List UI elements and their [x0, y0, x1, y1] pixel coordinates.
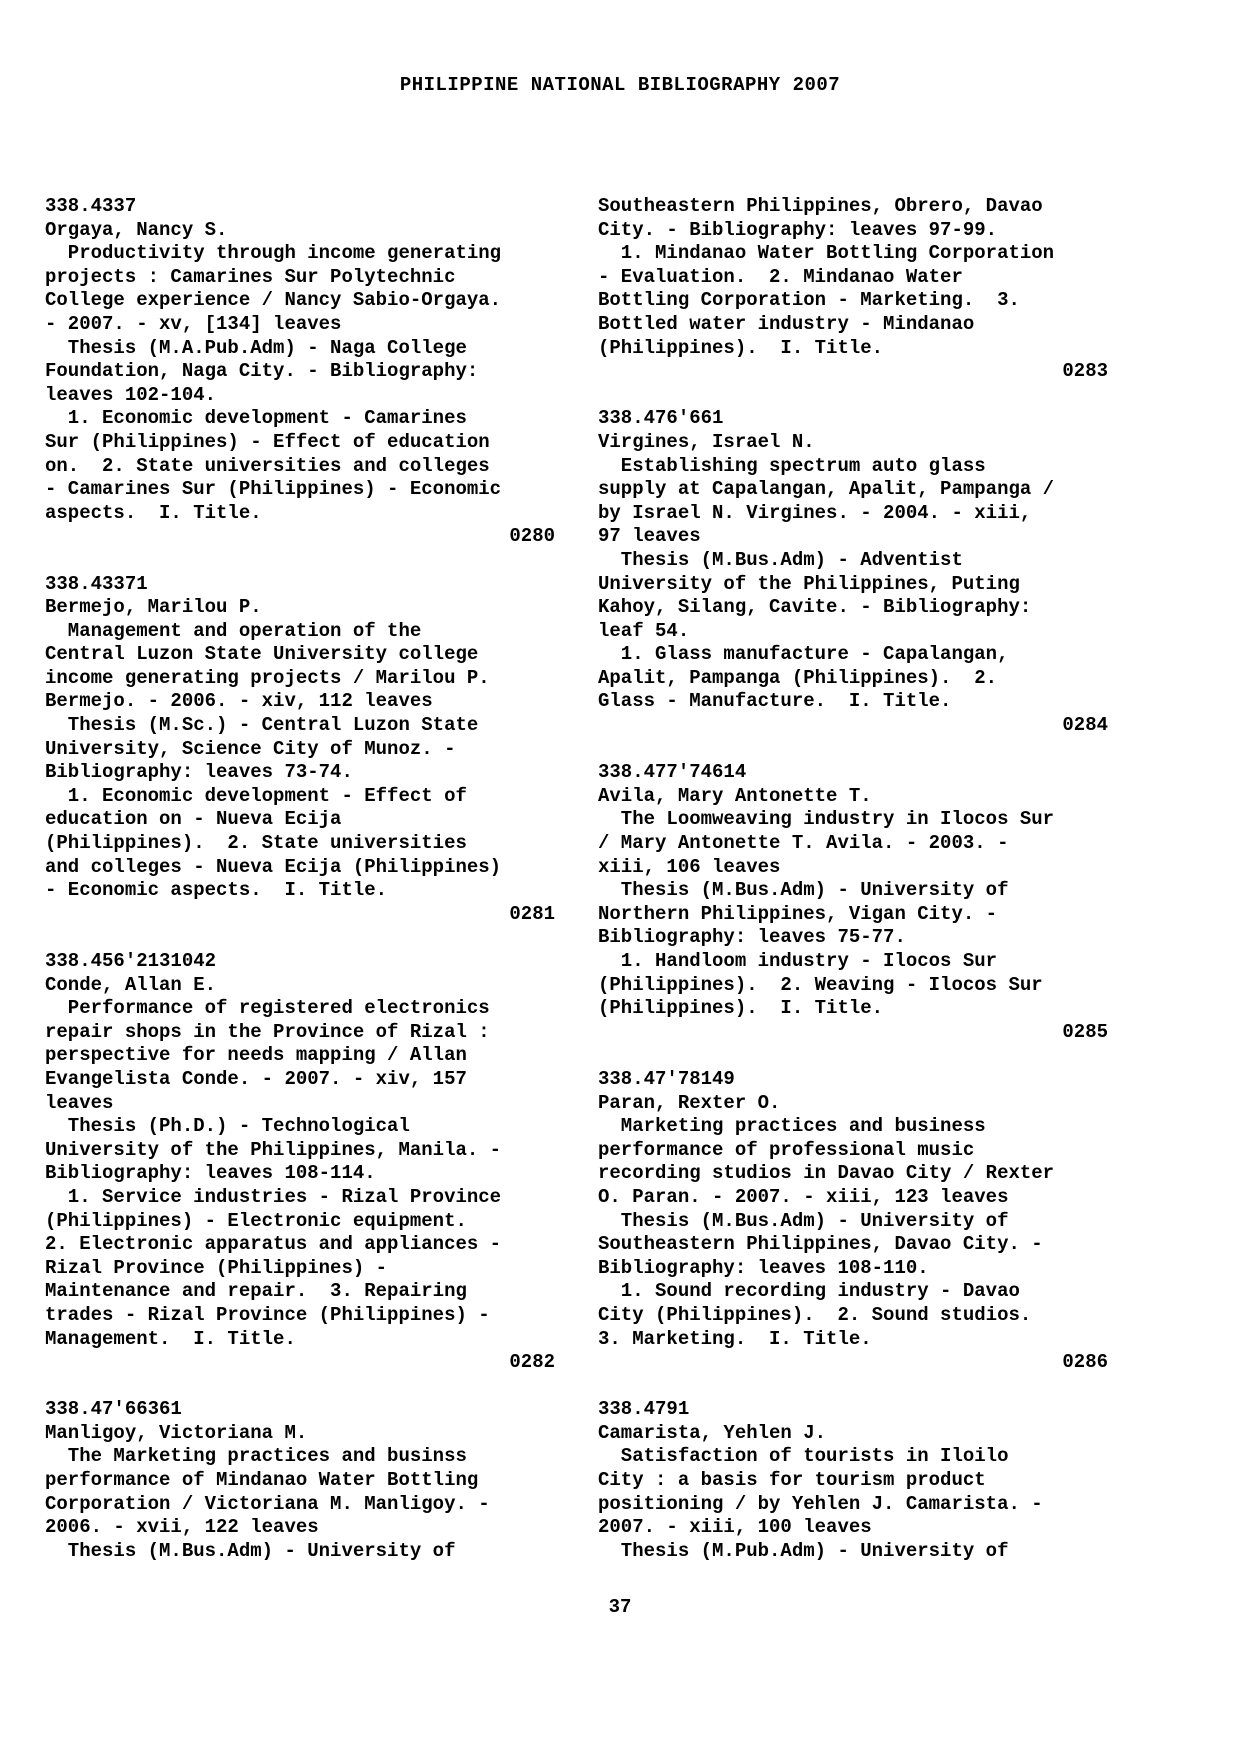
entry-line: 1. Service industries - Rizal Province [45, 1185, 502, 1208]
entry-line: Northern Philippines, Vigan City. - [598, 902, 998, 925]
entry-line: repair shops in the Province of Rizal : [45, 1020, 490, 1043]
entry-line: College experience / Nancy Sabio-Orgaya. [45, 289, 502, 312]
entry-line: Rizal Province (Philippines) - [45, 1256, 388, 1279]
entry-line: 1. Glass manufacture - Capalangan, [598, 643, 1009, 666]
entry-line: Sur (Philippines) - Effect of education [45, 430, 490, 453]
bib-entry [598, 1068, 1108, 1375]
entry-line: Glass - Manufacture. I. Title. [598, 690, 952, 713]
call-number: 338.43371 [45, 572, 148, 595]
entry-line: Bermejo. - 2006. - xiv, 112 leaves [45, 690, 433, 713]
entry-line: education on - Nueva Ecija [45, 808, 342, 831]
page-number: 37 [608, 1596, 632, 1618]
bib-entry [45, 950, 555, 1375]
entry-line: 3. Marketing. I. Title. [598, 1327, 872, 1350]
bib-entry [598, 1398, 1108, 1563]
entry-line: Southeastern Philippines, Obrero, Davao [598, 195, 1043, 217]
entry-line: City : a basis for tourism product [598, 1469, 986, 1492]
call-number: 338.47'78149 [598, 1067, 735, 1090]
entry-line: Bibliography: leaves 75-77. [598, 926, 906, 949]
entry-line: - Camarines Sur (Philippines) - Economic [45, 478, 502, 501]
call-number: 338.4337 [45, 195, 137, 217]
entry-line: Thesis (M.Bus.Adm) - Adventist [598, 548, 963, 571]
entry-number: 0286 [1062, 1351, 1108, 1374]
bib-entry [45, 1398, 555, 1563]
entry-line: University of the Philippines, Manila. - [45, 1138, 502, 1161]
author-line: Bermejo, Marilou P. [45, 596, 262, 619]
right-column [598, 195, 1108, 1587]
entry-line: performance of professional music [598, 1138, 975, 1161]
entry-line: supply at Capalangan, Apalit, Pampanga / [598, 478, 1055, 501]
call-number: 338.477'74614 [598, 761, 747, 784]
entry-line: Thesis (Ph.D.) - Technological [45, 1115, 410, 1138]
entry-line: Bibliography: leaves 73-74. [45, 761, 353, 784]
author-line: Avila, Mary Antonette T. [598, 784, 872, 807]
entry-line: 1. Economic development - Effect of [45, 784, 467, 807]
entry-line: - Economic aspects. I. Title. [45, 879, 388, 902]
entry-line: University of the Philippines, Puting [598, 572, 1020, 595]
entry-line: 2006. - xvii, 122 leaves [45, 1516, 319, 1539]
entry-line: The Loomweaving industry in Ilocos Sur [598, 808, 1055, 831]
call-number: 338.4791 [598, 1398, 690, 1421]
bib-entry [598, 761, 1108, 1044]
entry-number: 0285 [1062, 1020, 1108, 1043]
entry-line: positioning / by Yehlen J. Camarista. - [598, 1492, 1043, 1515]
entry-line: Management and operation of the [45, 619, 422, 642]
entry-line: Kahoy, Silang, Cavite. - Bibliography: [598, 596, 1032, 619]
left-column [45, 195, 555, 1587]
entry-line: projects : Camarines Sur Polytechnic [45, 265, 456, 288]
entry-line: leaves [45, 1091, 114, 1114]
entry-line: (Philippines). 2. Weaving - Ilocos Sur [598, 973, 1043, 996]
page-header: PHILIPPINE NATIONAL BIBLIOGRAPHY 2007 [399, 74, 841, 96]
call-number: 338.47'66361 [45, 1398, 182, 1421]
entry-line: Corporation / Victoriana M. Manligoy. - [45, 1492, 490, 1515]
author-line: Manligoy, Victoriana M. [45, 1421, 308, 1444]
bib-entry [45, 195, 555, 549]
entry-line: O. Paran. - 2007. - xiii, 123 leaves [598, 1185, 1009, 1208]
entry-line: 2. Electronic apparatus and appliances - [45, 1233, 502, 1256]
entry-line: 1. Mindanao Water Bottling Corporation [598, 242, 1055, 265]
entry-line: Bibliography: leaves 108-114. [45, 1162, 376, 1185]
entry-line: Bibliography: leaves 108-110. [598, 1256, 929, 1279]
entry-line: 1. Handloom industry - Ilocos Sur [598, 950, 998, 972]
entry-line: 97 leaves [598, 525, 701, 548]
entry-line: Thesis (M.Pub.Adm) - University of [598, 1539, 1009, 1562]
entry-line: Southeastern Philippines, Davao City. - [598, 1233, 1043, 1256]
author-line: Conde, Allan E. [45, 973, 217, 996]
entry-line: / Mary Antonette T. Avila. - 2003. - [598, 832, 1009, 855]
entry-line: Apalit, Pampanga (Philippines). 2. [598, 666, 998, 689]
entry-number: 0283 [1062, 360, 1108, 383]
entry-number: 0282 [509, 1351, 555, 1374]
entry-line: (Philippines) - Electronic equipment. [45, 1209, 467, 1232]
entry-number: 0280 [509, 525, 555, 548]
entry-line: Satisfaction of tourists in Iloilo [598, 1445, 1009, 1468]
entry-line: City (Philippines). 2. Sound studios. [598, 1303, 1032, 1326]
entry-line: Marketing practices and business [598, 1115, 986, 1138]
author-line: Orgaya, Nancy S. [45, 218, 228, 241]
bib-entry [598, 407, 1108, 737]
entry-line: xiii, 106 leaves [598, 855, 781, 878]
entry-line: The Marketing practices and businss [45, 1445, 467, 1468]
entry-number: 0284 [1062, 714, 1108, 737]
entry-number: 0281 [509, 902, 555, 925]
author-line: Paran, Rexter O. [598, 1091, 781, 1114]
entry-line: by Israel N. Virgines. - 2004. - xiii, [598, 501, 1032, 524]
entry-line: Bottled water industry - Mindanao [598, 312, 975, 335]
entry-line: Central Luzon State University college [45, 643, 479, 666]
entry-line: 2007. - xiii, 100 leaves [598, 1516, 872, 1539]
entry-line: Maintenance and repair. 3. Repairing [45, 1280, 467, 1303]
entry-line: 1. Economic development - Camarines [45, 407, 467, 430]
entry-line: Thesis (M.Bus.Adm) - University of [598, 1209, 1009, 1232]
entry-line: City. - Bibliography: leaves 97-99. [598, 218, 998, 241]
entry-line: (Philippines). I. Title. [598, 997, 884, 1020]
entry-line: leaves 102-104. [45, 383, 217, 406]
entry-line: Thesis (M.A.Pub.Adm) - Naga College [45, 336, 467, 359]
entry-line: 1. Sound recording industry - Davao [598, 1280, 1020, 1303]
entry-line: - 2007. - xv, [134] leaves [45, 312, 342, 335]
entry-line: performance of Mindanao Water Bottling [45, 1469, 479, 1492]
bib-entry [45, 573, 555, 927]
entry-line: Foundation, Naga City. - Bibliography: [45, 360, 479, 383]
entry-line: University, Science City of Munoz. - [45, 737, 456, 760]
entry-line: - Evaluation. 2. Mindanao Water [598, 265, 963, 288]
entry-line: Bottling Corporation - Marketing. 3. [598, 289, 1020, 312]
entry-line: leaf 54. [598, 619, 690, 642]
entry-line: (Philippines). I. Title. [598, 336, 884, 359]
entry-line: Performance of registered electronics [45, 997, 490, 1020]
entry-line: Establishing spectrum auto glass [598, 454, 986, 477]
entry-line: Thesis (M.Bus.Adm) - University of [598, 879, 1009, 902]
bib-entry [598, 195, 1108, 384]
author-line: Virgines, Israel N. [598, 430, 815, 453]
entry-line: recording studios in Davao City / Rexter [598, 1162, 1055, 1185]
entry-line: Evangelista Conde. - 2007. - xiv, 157 [45, 1067, 467, 1090]
entry-line: income generating projects / Marilou P. [45, 666, 490, 689]
entry-line: perspective for needs mapping / Allan [45, 1044, 467, 1067]
entry-line: Thesis (M.Bus.Adm) - University of [45, 1539, 456, 1562]
entry-line: trades - Rizal Province (Philippines) - [45, 1303, 490, 1326]
author-line: Camarista, Yehlen J. [598, 1421, 827, 1444]
entry-line: Productivity through income generating [45, 242, 502, 265]
entry-line: aspects. I. Title. [45, 501, 262, 524]
entry-line: and colleges - Nueva Ecija (Philippines) [45, 855, 502, 878]
entry-line: on. 2. State universities and colleges [45, 454, 490, 477]
entry-line: Thesis (M.Sc.) - Central Luzon State [45, 714, 479, 737]
entry-line: (Philippines). 2. State universities [45, 832, 467, 855]
call-number: 338.476'661 [598, 407, 724, 430]
entry-line: Management. I. Title. [45, 1327, 296, 1350]
call-number: 338.456'2131042 [45, 950, 217, 972]
